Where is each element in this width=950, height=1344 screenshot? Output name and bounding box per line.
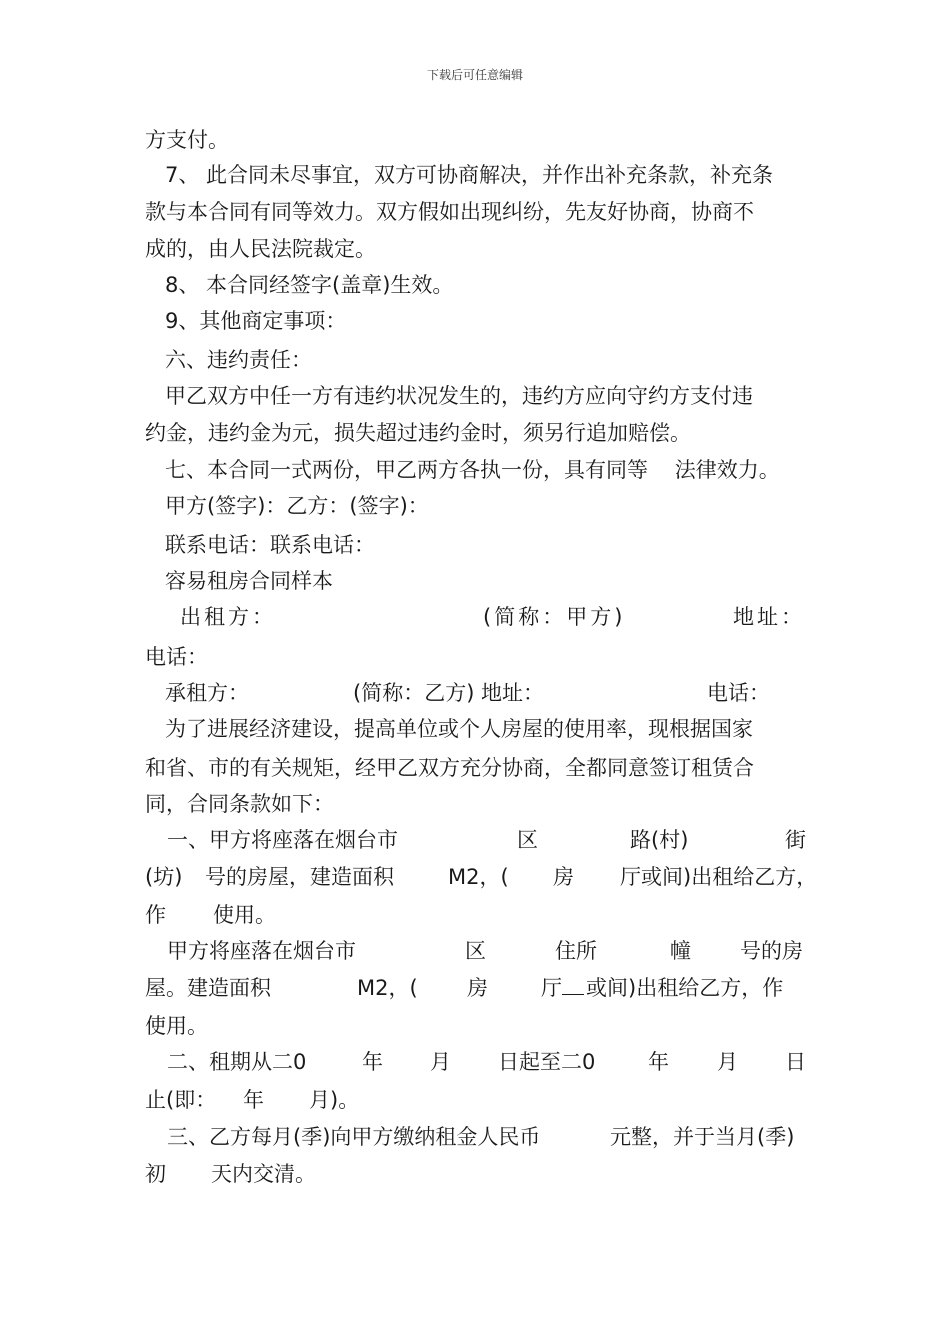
year-label: 年 [648,1050,669,1074]
day-label: 日 [785,1050,806,1074]
use-label: 使用。 [213,903,276,927]
article-1b-row-2 [145,975,805,1001]
month-label: 月 [430,1050,451,1074]
section-6-line-2: 约金，违约金为元，损失超过违约金时，须另行追加赔偿。 [145,421,691,445]
section-7: 七、本合同一式两份，甲乙两方各执一份，具有同等 法律效力。 [165,458,780,482]
phone-line: 联系电话：联系电话： [165,533,375,557]
house-area-text: 号的房屋，建造面积 [205,865,394,889]
lessor-label: 出租方： [180,605,276,629]
article-2-row-1 [145,1049,805,1075]
rent-payment-text: 三、乙方每月(季)向甲方缴纳租金人民币 [167,1125,541,1149]
namely-text: 止(即： [145,1088,217,1112]
preamble-line-2: 和省、市的有关规矩，经甲乙双方充分协商，全都同意签订租赁合 [145,756,754,780]
preamble-line-3: 同，合同条款如下： [145,792,334,816]
year-label: 年 [362,1050,383,1074]
m2-label: M2，( [357,976,418,1000]
rent-out-text: 或间)出租给乙方，作 [586,976,784,1000]
lease-term-text: 二、租期从二0 [167,1050,307,1074]
page-header: 下载后可任意编辑 [426,68,523,82]
second-contract-title: 容易租房合同样本 [165,569,333,593]
clause-9: 9、其他商定事项： [165,309,347,333]
house-number-text: 号的房 [740,939,803,963]
hall-blank [541,975,584,1001]
m2-label: M2，( [448,865,509,889]
street-label: 街 [785,828,806,852]
lessor-phone-label: 电话： [145,645,208,669]
lessee-abbr-address: (简称：乙方) 地址： [353,681,545,705]
article-1-row-2 [145,864,818,890]
hall-rent-text: 厅或间)出租给乙方， [620,865,818,889]
lessee-row [145,680,805,706]
hall-label: 厅 [541,976,562,1000]
use-prefix: 作 [145,903,166,927]
rent-amount-text: 元整，并于当月(季) [610,1125,795,1149]
room-label: 房 [467,976,488,1000]
residence-label: 住所 [555,939,597,963]
article-2-row-2 [145,1087,805,1113]
day-until-text: 日起至二0 [498,1050,596,1074]
article-1b-text: 甲方将座落在烟台市 [167,939,356,963]
article-3-row-2 [145,1161,805,1187]
preamble-line-1: 为了进展经济建设，提高单位或个人房屋的使用率，现根据国家 [165,717,753,741]
lessor-abbr: (简称：甲方) [483,605,626,629]
clause-7-line-1: 7、 此合同未尽事宜，双方可协商解决，并作出补充条款，补充条 [165,163,774,187]
blank-underline [562,976,584,995]
signature-line: 甲方(签字)：乙方：(签字)： [165,494,429,518]
area-text: 屋。建造面积 [145,976,271,1000]
district-label: 区 [517,828,538,852]
section-6-line-1: 甲乙双方中任一方有违约状况发生的，违约方应向守约方支付违 [165,384,753,408]
month-label: 月 [717,1050,738,1074]
lessor-address-label: 地址： [733,605,805,629]
road-label: 路(村) [630,828,689,852]
clause-7-line-3: 成的，由人民法院裁定。 [145,237,376,261]
payment-days-text: 天内交清。 [211,1162,316,1186]
article-1-row-3 [145,902,805,928]
body-line: 方支付。 [145,128,229,152]
article-3-row-1 [145,1124,805,1150]
month-label: 月)。 [309,1088,360,1112]
fang-label: (坊) [145,865,183,889]
article-1-text: 一、甲方将座落在烟台市 [167,828,398,852]
article-1-row-1 [145,827,805,853]
building-label: 幢 [670,939,691,963]
lessee-label: 承租方： [165,681,249,705]
article-1b-row-1 [145,938,805,964]
room-label: 房 [553,865,574,889]
district-label: 区 [465,939,486,963]
clause-7-line-2: 款与本合同有同等效力。双方假如出现纠纷，先友好协商，协商不 [145,200,754,224]
initial-label: 初 [145,1162,166,1186]
section-6-heading: 六、违约责任： [165,348,312,372]
year-label: 年 [243,1088,264,1112]
lessor-row [145,604,805,630]
lessee-phone-label: 电话： [707,681,770,705]
clause-8: 8、 本合同经签字(盖章)生效。 [165,273,454,297]
use-line: 使用。 [145,1014,208,1038]
